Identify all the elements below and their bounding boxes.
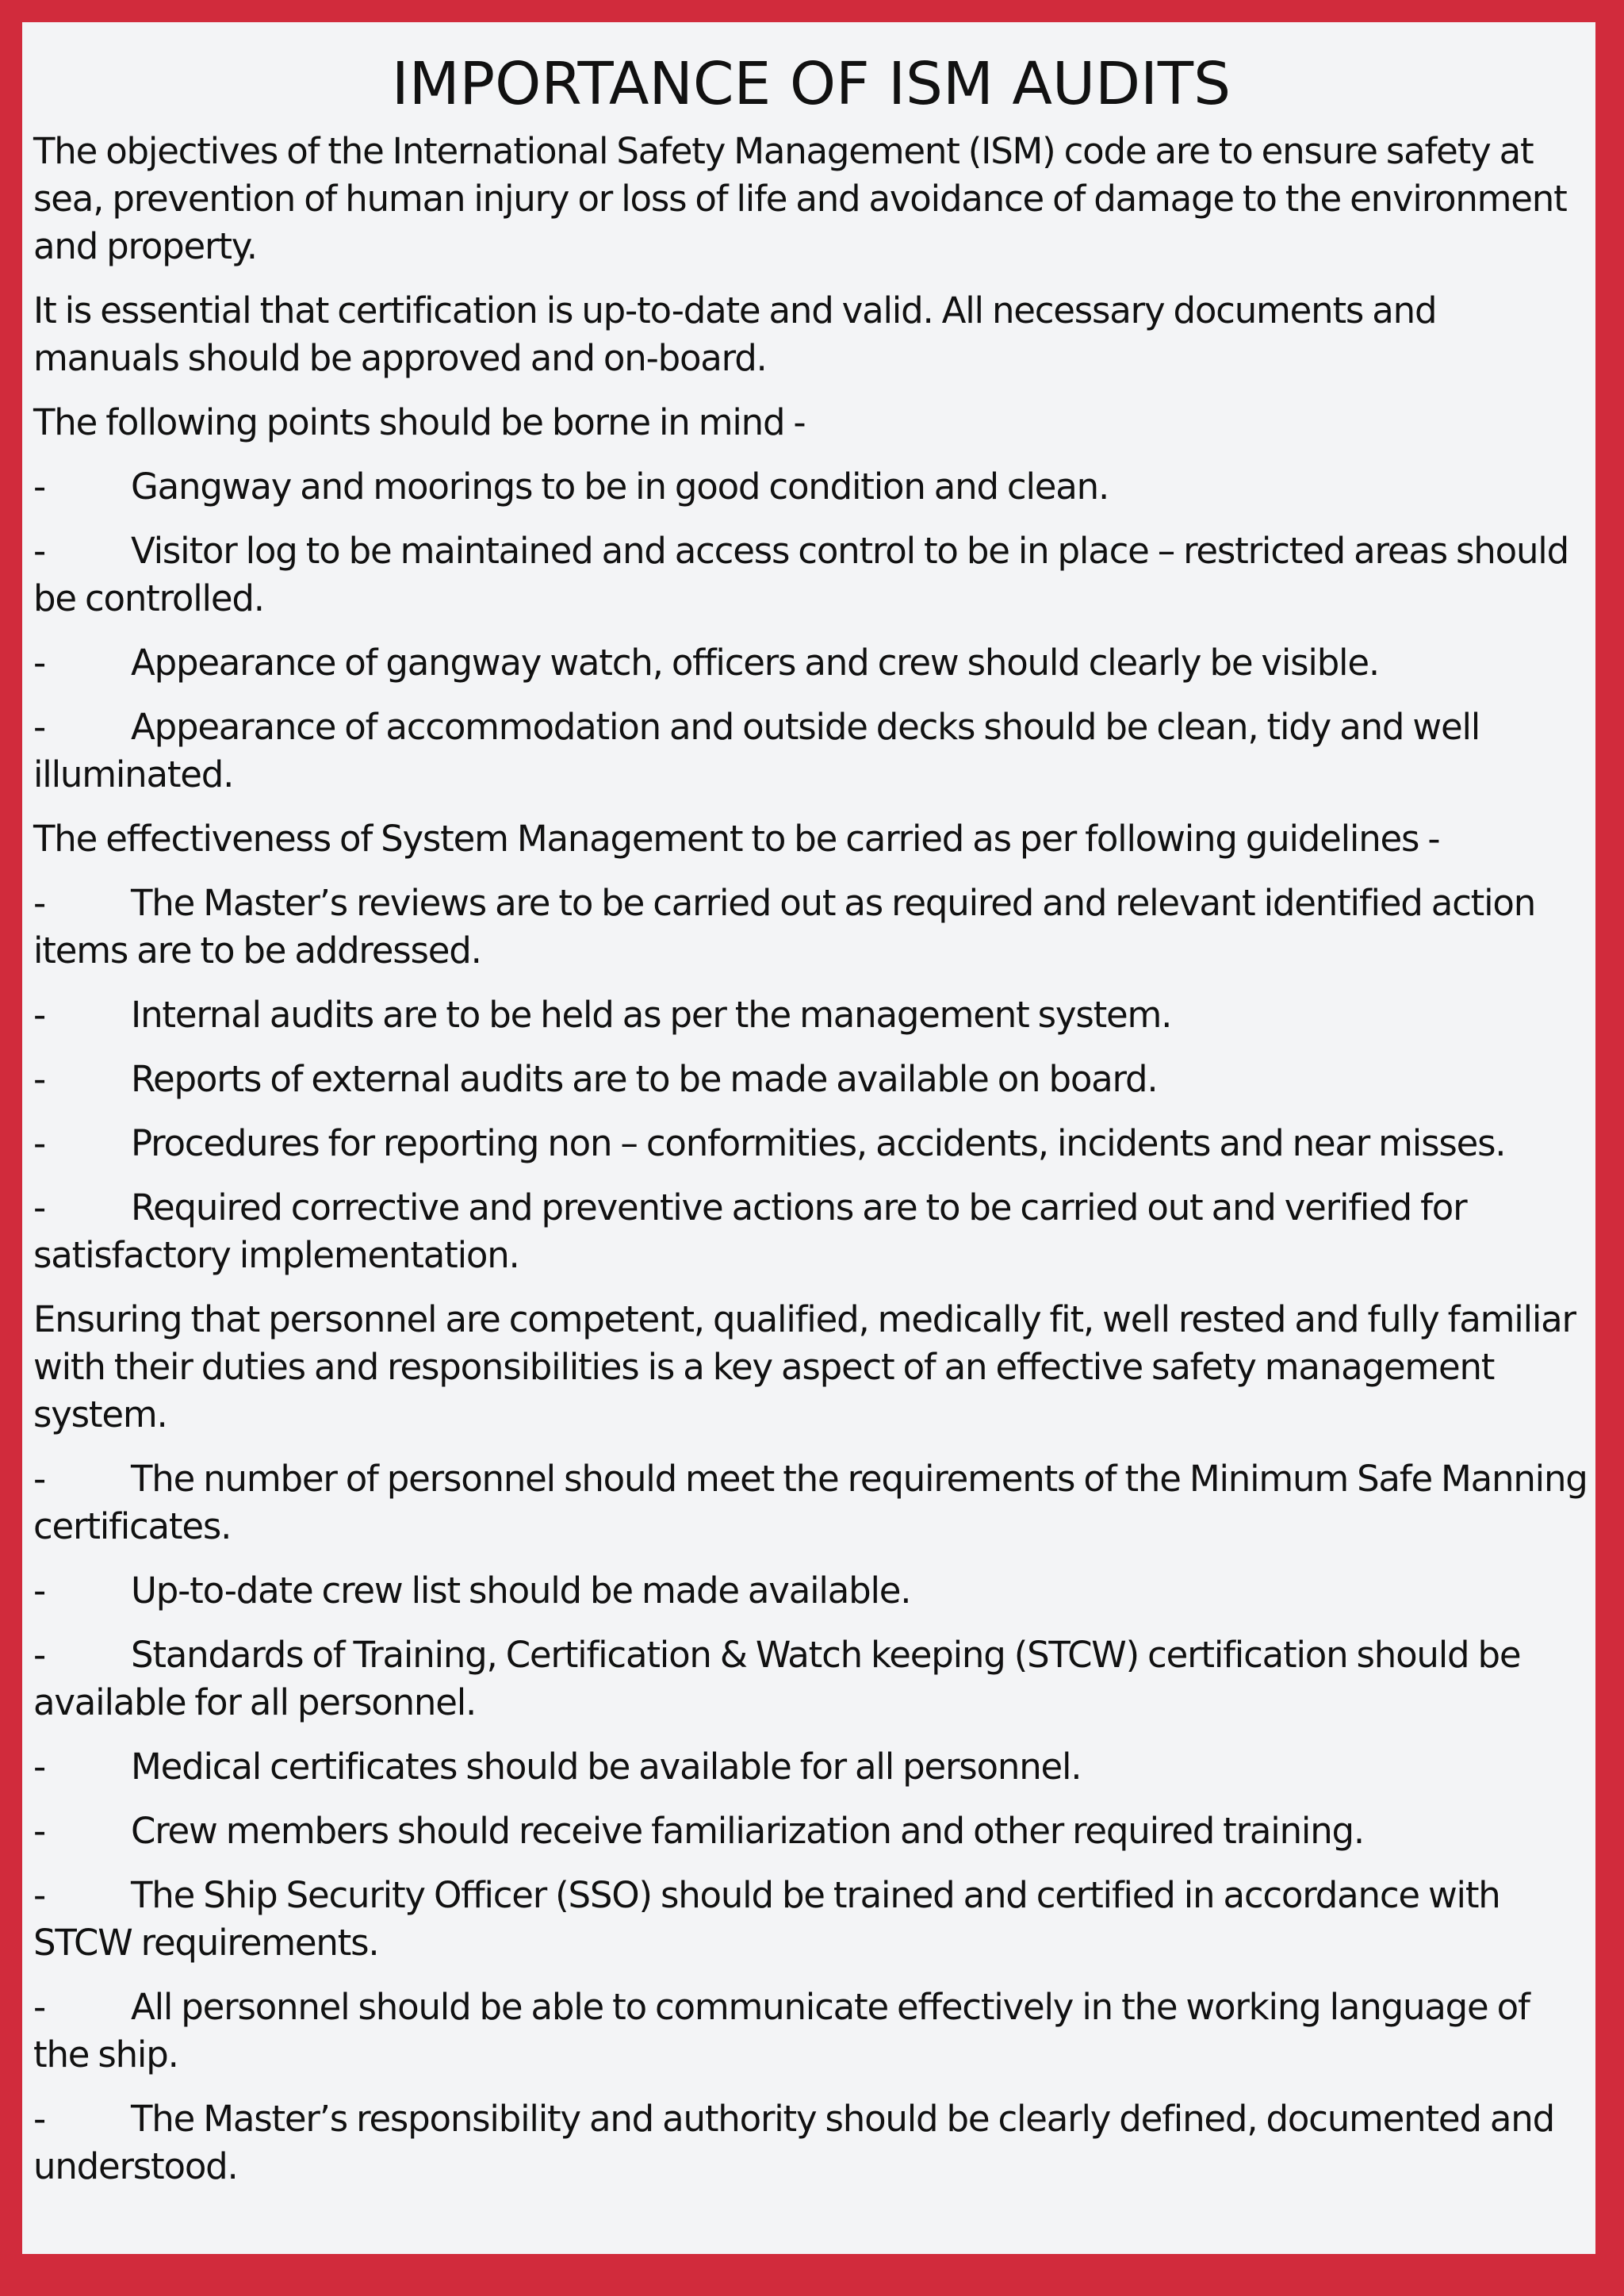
bullet-item	[33, 1056, 1589, 1103]
bullet-marker: -	[33, 466, 46, 508]
bullet-marker: -	[33, 1810, 46, 1853]
bullet-text: Crew members should receive familiarization and other required training.	[131, 1810, 1364, 1853]
bullet-item	[33, 463, 1589, 511]
bullet-item	[33, 1807, 1589, 1855]
paragraph	[33, 399, 1589, 447]
bullet-marker: -	[33, 1634, 46, 1677]
bullet-marker: -	[33, 706, 46, 749]
bullet-marker: -	[33, 1874, 46, 1917]
paragraph-text: The following points should be borne in mind -	[33, 401, 806, 444]
bullet-text: The Master’s reviews are to be carried out as required and relevant identified action items are to be addressed.	[33, 882, 1536, 972]
bullet-text: Reports of external audits are to be made available on board.	[131, 1058, 1158, 1101]
bullet-marker: -	[33, 994, 46, 1037]
bullet-marker: -	[33, 1458, 46, 1501]
bullet-marker: -	[33, 530, 46, 573]
bullet-marker: -	[33, 1986, 46, 2029]
bullet-item	[33, 2095, 1589, 2191]
bullet-item	[33, 1567, 1589, 1615]
bullet-text: Gangway and moorings to be in good condition and clean.	[131, 466, 1109, 508]
bullet-marker: -	[33, 1058, 46, 1101]
bullet-item	[33, 991, 1589, 1039]
bullet-item	[33, 1743, 1589, 1791]
bullet-item	[33, 1872, 1589, 1967]
bullet-text: Up-to-date crew list should be made available.	[131, 1570, 911, 1612]
bullet-marker: -	[33, 882, 46, 925]
bullet-text: Required corrective and preventive actions are to be carried out and verified for satisfactory implementation.	[33, 1186, 1467, 1277]
bullet-text: All personnel should be able to communicate effectively in the working language of the ship.	[33, 1986, 1530, 2076]
bullet-marker: -	[33, 1122, 46, 1165]
bullet-marker: -	[33, 2098, 46, 2141]
bullet-item	[33, 880, 1589, 975]
bullet-text: The Master’s responsibility and authority should be clearly defined, documented and understood.	[33, 2098, 1554, 2188]
page-title: IMPORTANCE OF ISM AUDITS	[391, 50, 1231, 118]
bullet-text: Standards of Training, Certification & Watch keeping (STCW) certification should be available for all personnel.	[33, 1634, 1521, 1724]
bullet-marker: -	[33, 642, 46, 684]
paragraph-text: The objectives of the International Safety Management (ISM) code are to ensure safety at sea, prevention of human injury or loss of life and avoidance of damage to the environment and property.	[33, 130, 1567, 268]
paragraph	[33, 287, 1589, 382]
paragraph	[33, 128, 1589, 270]
bullet-marker: -	[33, 1746, 46, 1788]
bullet-item	[33, 1984, 1589, 2079]
bullet-item	[33, 1455, 1589, 1550]
paragraph-text: It is essential that certification is up-to-date and valid. All necessary documents and manuals should be approved and on-board.	[33, 289, 1437, 380]
bullet-marker: -	[33, 1570, 46, 1612]
bullet-text: Internal audits are to be held as per the management system.	[131, 994, 1172, 1037]
paragraph	[33, 815, 1589, 863]
document-panel	[22, 22, 1595, 2254]
bullet-marker: -	[33, 1186, 46, 1229]
bullet-item	[33, 703, 1589, 799]
bullet-item	[33, 1184, 1589, 1279]
bullet-text: Medical certificates should be available for all personnel.	[131, 1746, 1082, 1788]
paragraph-text: Ensuring that personnel are competent, qualified, medically fit, well rested and fully familiar with their duties and responsibilities is a key aspect of an effective safety management system.	[33, 1298, 1576, 1436]
bullet-item	[33, 1120, 1589, 1167]
bullet-item	[33, 639, 1589, 687]
bullet-text: Visitor log to be maintained and access control to be in place – restricted areas should be controlled.	[33, 530, 1568, 620]
document-body	[33, 128, 1589, 2191]
bullet-text: Procedures for reporting non – conformities, accidents, incidents and near misses.	[131, 1122, 1506, 1165]
bullet-text: Appearance of gangway watch, officers and crew should clearly be visible.	[131, 642, 1379, 684]
bullet-text: The number of personnel should meet the requirements of the Minimum Safe Manning certificates.	[33, 1458, 1588, 1548]
paragraph	[33, 1296, 1589, 1439]
bullet-item	[33, 1631, 1589, 1727]
bullet-item	[33, 527, 1589, 623]
bullet-text: Appearance of accommodation and outside decks should be clean, tidy and well illuminated.	[33, 706, 1480, 796]
paragraph-text: The effectiveness of System Management to be carried as per following guidelines -	[33, 818, 1440, 861]
bullet-text: The Ship Security Officer (SSO) should be trained and certified in accordance with STCW requirements.	[33, 1874, 1500, 1964]
